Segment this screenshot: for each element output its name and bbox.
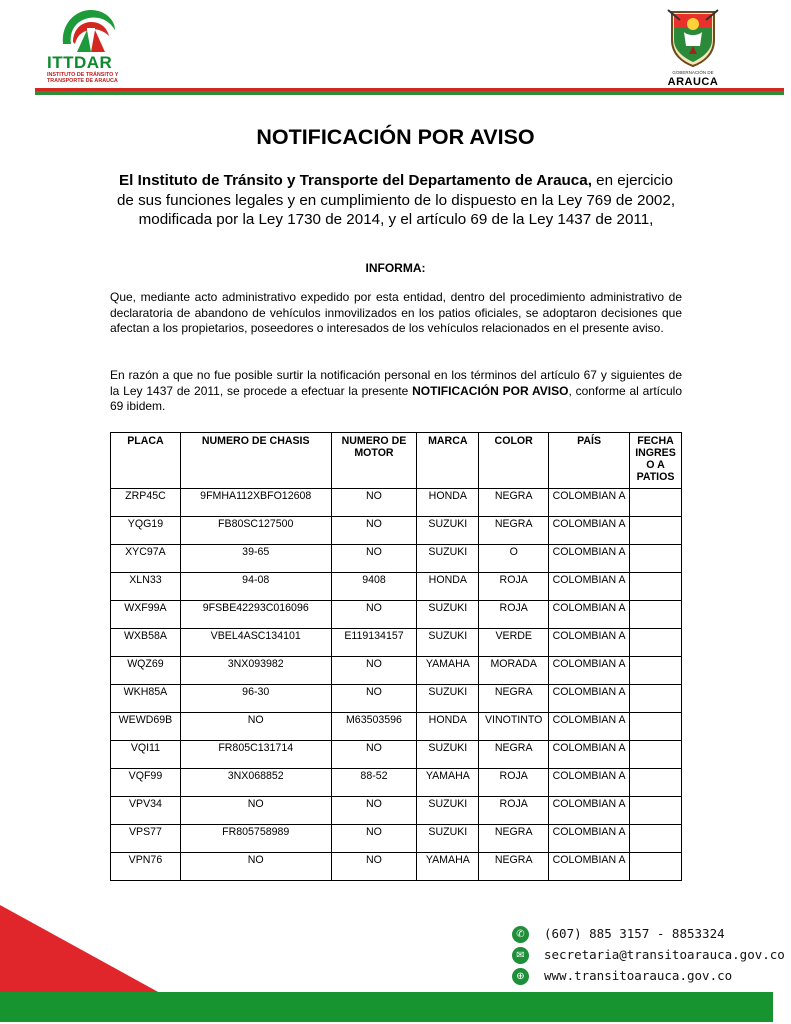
cell-color: ROJA: [479, 573, 549, 601]
cell-chasis: 3NX093982: [180, 657, 331, 685]
cell-color: ROJA: [479, 797, 549, 825]
coat-of-arms-icon: [666, 6, 720, 68]
cell-marca: SUZUKI: [417, 741, 479, 769]
cell-marca: YAMAHA: [417, 853, 479, 881]
cell-color: NEGRA: [479, 517, 549, 545]
cell-pais: COLOMBIAN A: [549, 601, 630, 629]
cell-motor: NO: [331, 545, 417, 573]
table-row: [111, 601, 682, 629]
cell-placa: VQF99: [111, 769, 181, 797]
cell-chasis: 96-30: [180, 685, 331, 713]
cell-marca: YAMAHA: [417, 657, 479, 685]
cell-pais: COLOMBIAN A: [549, 825, 630, 853]
cell-motor: NO: [331, 741, 417, 769]
header-fecha: FECHA INGRES O A PATIOS: [630, 433, 682, 489]
ittdar-emblem-icon: [57, 6, 119, 54]
cell-fecha: [630, 853, 682, 881]
cell-placa: WXB58A: [111, 629, 181, 657]
email-text[interactable]: secretaria@transitoarauca.gov.co: [544, 947, 785, 962]
cell-motor: 88-52: [331, 769, 417, 797]
cell-placa: WXF99A: [111, 601, 181, 629]
cell-color: NEGRA: [479, 685, 549, 713]
header-pais: PAÍS: [549, 433, 630, 489]
cell-color: VINOTINTO: [479, 713, 549, 741]
arauca-coat-of-arms: [662, 6, 724, 86]
header-chasis: NUMERO DE CHASIS: [180, 433, 331, 489]
cell-marca: SUZUKI: [417, 685, 479, 713]
table-row: [111, 573, 682, 601]
cell-chasis: FR805758989: [180, 825, 331, 853]
table-row: [111, 489, 682, 517]
header-marca: MARCA: [417, 433, 479, 489]
cell-pais: COLOMBIAN A: [549, 713, 630, 741]
cell-color: VERDE: [479, 629, 549, 657]
table-header-row: [111, 433, 682, 489]
header-placa: PLACA: [111, 433, 181, 489]
cell-marca: SUZUKI: [417, 601, 479, 629]
table-body: [111, 489, 682, 881]
table-row: [111, 853, 682, 881]
paragraph-2: [110, 368, 682, 415]
cell-pais: COLOMBIAN A: [549, 517, 630, 545]
intro-bold-text: El Instituto de Tránsito y Transporte del Departamento de Arauca,: [119, 172, 592, 189]
cell-color: ROJA: [479, 769, 549, 797]
cell-fecha: [630, 769, 682, 797]
cell-pais: COLOMBIAN A: [549, 545, 630, 573]
intro-text: en ejercicio de sus funciones legales y en cumplimiento de lo dispuesto en la Ley 769 de 2002, modificada por la Ley 1730 de 2014, y el artículo 69 de la Ley 1437 de 2011,: [116, 172, 676, 228]
paragraph-2-end: , conforme al artículo 69 ibidem.: [110, 383, 683, 413]
cell-motor: NO: [331, 797, 417, 825]
cell-color: O: [479, 545, 549, 573]
header-green-stripe: [35, 91, 784, 95]
cell-fecha: [630, 545, 682, 573]
cell-chasis: VBEL4ASC134101: [180, 629, 331, 657]
gobernacion-label: GOBERNACIÓN DE: [672, 70, 714, 75]
phone-icon: ✆: [512, 926, 529, 943]
table-row: [111, 517, 682, 545]
cell-placa: VPS77: [111, 825, 181, 853]
cell-fecha: [630, 797, 682, 825]
cell-fecha: [630, 601, 682, 629]
cell-fecha: [630, 657, 682, 685]
table-row: [111, 545, 682, 573]
table-row: [111, 685, 682, 713]
cell-pais: COLOMBIAN A: [549, 853, 630, 881]
table-row: [111, 657, 682, 685]
cell-fecha: [630, 741, 682, 769]
cell-fecha: [630, 825, 682, 853]
cell-motor: NO: [331, 825, 417, 853]
arauca-label: ARAUCA: [667, 76, 719, 88]
cell-marca: HONDA: [417, 713, 479, 741]
cell-motor: NO: [331, 685, 417, 713]
cell-chasis: NO: [180, 797, 331, 825]
cell-chasis: 39-65: [180, 545, 331, 573]
footer-red-shape: [0, 905, 160, 995]
cell-fecha: [630, 713, 682, 741]
cell-marca: HONDA: [417, 573, 479, 601]
cell-pais: COLOMBIAN A: [549, 573, 630, 601]
cell-color: ROJA: [479, 601, 549, 629]
paragraph-2-start: En razón a que no fue posible surtir la notificación personal en los términos del artículo 67 y siguientes de la Ley 1437 de 2011, se procede a efectuar la presente: [110, 368, 682, 398]
cell-chasis: 94-08: [180, 573, 331, 601]
intro-paragraph: [110, 171, 682, 230]
table-row: [111, 741, 682, 769]
cell-placa: YQG19: [111, 517, 181, 545]
cell-motor: E119134157: [331, 629, 417, 657]
table-row: [111, 825, 682, 853]
header-color: COLOR: [479, 433, 549, 489]
cell-placa: XLN33: [111, 573, 181, 601]
cell-marca: SUZUKI: [417, 825, 479, 853]
header-motor: NUMERO DE MOTOR: [331, 433, 417, 489]
cell-color: NEGRA: [479, 825, 549, 853]
ittdar-brand-name: ITTDAR: [47, 53, 113, 72]
paragraph-1: Que, mediante acto administrativo expedido por esta entidad, dentro del procedimiento administrativo de declaratoria de abandono de vehículos inmovilizados en los patios oficiales, se adoptaron decisiones que afectan a los propietarios, poseedores o interesados de los vehículos relacionados en el presente aviso.: [110, 290, 682, 335]
cell-color: NEGRA: [479, 853, 549, 881]
cell-pais: COLOMBIAN A: [549, 657, 630, 685]
table-row: [111, 769, 682, 797]
ittdar-logo: [45, 6, 135, 84]
cell-pais: COLOMBIAN A: [549, 685, 630, 713]
cell-pais: COLOMBIAN A: [549, 797, 630, 825]
website-text[interactable]: www.transitoarauca.gov.co: [544, 968, 733, 983]
footer-green-bar: [0, 992, 773, 1022]
cell-pais: COLOMBIAN A: [549, 769, 630, 797]
cell-fecha: [630, 685, 682, 713]
cell-marca: YAMAHA: [417, 769, 479, 797]
table-row: [111, 629, 682, 657]
cell-placa: VPN76: [111, 853, 181, 881]
cell-placa: WEWD69B: [111, 713, 181, 741]
phone-text: (607) 885 3157 - 8853324: [544, 926, 725, 941]
cell-placa: XYC97A: [111, 545, 181, 573]
cell-pais: COLOMBIAN A: [549, 489, 630, 517]
cell-pais: COLOMBIAN A: [549, 741, 630, 769]
paragraph-2-bold: NOTIFICACIÓN POR AVISO: [412, 383, 569, 398]
cell-placa: WQZ69: [111, 657, 181, 685]
cell-fecha: [630, 629, 682, 657]
cell-motor: NO: [331, 517, 417, 545]
cell-chasis: 3NX068852: [180, 769, 331, 797]
cell-chasis: NO: [180, 713, 331, 741]
cell-motor: NO: [331, 601, 417, 629]
globe-icon: ⊕: [512, 968, 529, 985]
cell-chasis: 9FSBE42293C016096: [180, 601, 331, 629]
cell-chasis: NO: [180, 853, 331, 881]
cell-marca: SUZUKI: [417, 517, 479, 545]
cell-motor: NO: [331, 657, 417, 685]
cell-placa: ZRP45C: [111, 489, 181, 517]
cell-color: MORADA: [479, 657, 549, 685]
cell-placa: VPV34: [111, 797, 181, 825]
cell-motor: NO: [331, 853, 417, 881]
cell-placa: VQI11: [111, 741, 181, 769]
cell-chasis: 9FMHA112XBFO12608: [180, 489, 331, 517]
table-row: [111, 713, 682, 741]
cell-motor: NO: [331, 489, 417, 517]
cell-motor: 9408: [331, 573, 417, 601]
cell-color: NEGRA: [479, 741, 549, 769]
cell-marca: HONDA: [417, 489, 479, 517]
cell-fecha: [630, 517, 682, 545]
cell-marca: SUZUKI: [417, 545, 479, 573]
cell-marca: SUZUKI: [417, 797, 479, 825]
informa-heading: INFORMA:: [365, 261, 426, 275]
cell-placa: WKH85A: [111, 685, 181, 713]
vehicles-table: [110, 432, 682, 881]
page-title: NOTIFICACIÓN POR AVISO: [256, 125, 535, 149]
ittdar-brand-subtitle: INSTITUTO DE TRÁNSITO Y TRANSPORTE DE ARAUCA: [47, 72, 119, 84]
cell-marca: SUZUKI: [417, 629, 479, 657]
cell-motor: M63503596: [331, 713, 417, 741]
cell-fecha: [630, 573, 682, 601]
email-icon: ✉: [512, 947, 529, 964]
cell-fecha: [630, 489, 682, 517]
cell-chasis: FB80SC127500: [180, 517, 331, 545]
cell-chasis: FR805C131714: [180, 741, 331, 769]
cell-pais: COLOMBIAN A: [549, 629, 630, 657]
cell-color: NEGRA: [479, 489, 549, 517]
table-row: [111, 797, 682, 825]
